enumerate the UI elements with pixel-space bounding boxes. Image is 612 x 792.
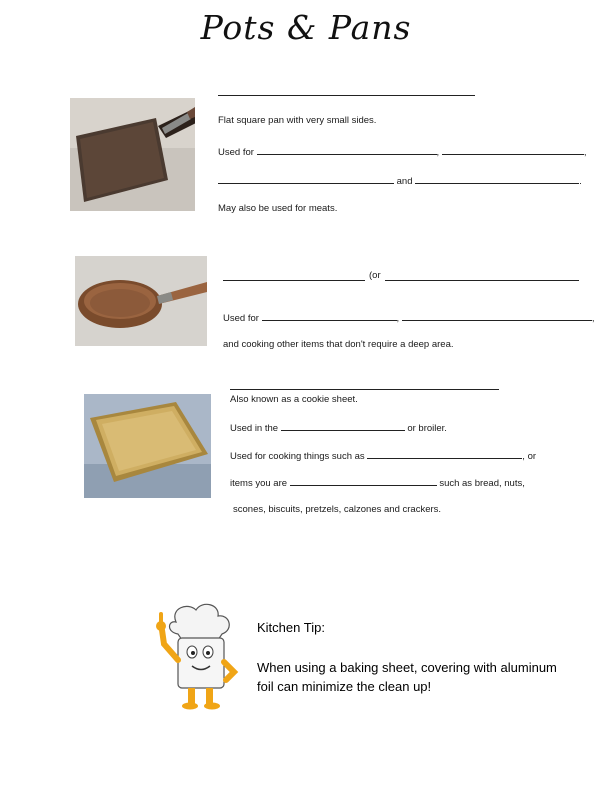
item2-alt-name-blank[interactable] — [385, 280, 579, 281]
item3-used-in-blank[interactable] — [281, 421, 405, 431]
item2-used-for-label: Used for — [223, 313, 259, 324]
item3-list: scones, biscuits, pretzels, calzones and crackers. — [233, 504, 442, 515]
item1-and-label: and — [396, 176, 413, 187]
item3-aka: Also known as a cookie sheet. — [230, 394, 358, 405]
item1-use-blank-3[interactable] — [218, 174, 394, 184]
item1-use-blank-2[interactable] — [442, 145, 584, 155]
item1-extra: May also be used for meats. — [218, 203, 338, 214]
item1-and-row: and . — [218, 174, 582, 188]
item3-used-in-label: Used in the — [230, 423, 279, 434]
item1-description: Flat square pan with very small sides. — [218, 115, 377, 126]
item1-used-for: Used for , , — [218, 147, 587, 158]
item1-use-blank-4[interactable] — [415, 174, 579, 184]
griddle-photo — [70, 98, 195, 211]
skillet-photo — [75, 256, 207, 346]
item2-name-blank[interactable] — [223, 280, 365, 281]
item2-used-for: Used for , , — [223, 313, 595, 324]
page-title: Pots & Pans — [200, 8, 412, 47]
item3-used-for-label: Used for cooking things such as — [230, 451, 365, 462]
item3-name-blank[interactable] — [230, 389, 499, 390]
item1-use-blank-1[interactable] — [257, 145, 437, 155]
item3-or-label: , or — [522, 451, 537, 462]
kitchen-tip-title: Kitchen Tip: — [257, 620, 325, 635]
item3-items-label: items you are — [230, 478, 288, 489]
item3-use-blank-1[interactable] — [367, 449, 522, 459]
item3-items-blank[interactable] — [290, 476, 437, 486]
kitchen-tip-text: When using a baking sheet, covering with aluminum foil can minimize the clean up! — [257, 660, 557, 694]
item1-name-blank[interactable] — [218, 95, 475, 96]
baking-sheet-photo — [84, 394, 211, 498]
item3-used-in — [230, 421, 447, 435]
item2-extra: and cooking other items that don't require a deep area. — [223, 339, 454, 350]
item2-or-label: (or — [369, 270, 381, 281]
item1-used-for-label: Used for — [218, 147, 254, 158]
item3-items — [230, 476, 525, 490]
item2-use-blank-2[interactable] — [402, 311, 592, 321]
chef-mascot — [148, 600, 248, 712]
item3-or-broiler: or broiler. — [407, 423, 447, 434]
item2-use-blank-1[interactable] — [262, 311, 397, 321]
item3-such-as: such as bread, nuts, — [439, 478, 525, 489]
item3-used-for — [230, 449, 536, 463]
